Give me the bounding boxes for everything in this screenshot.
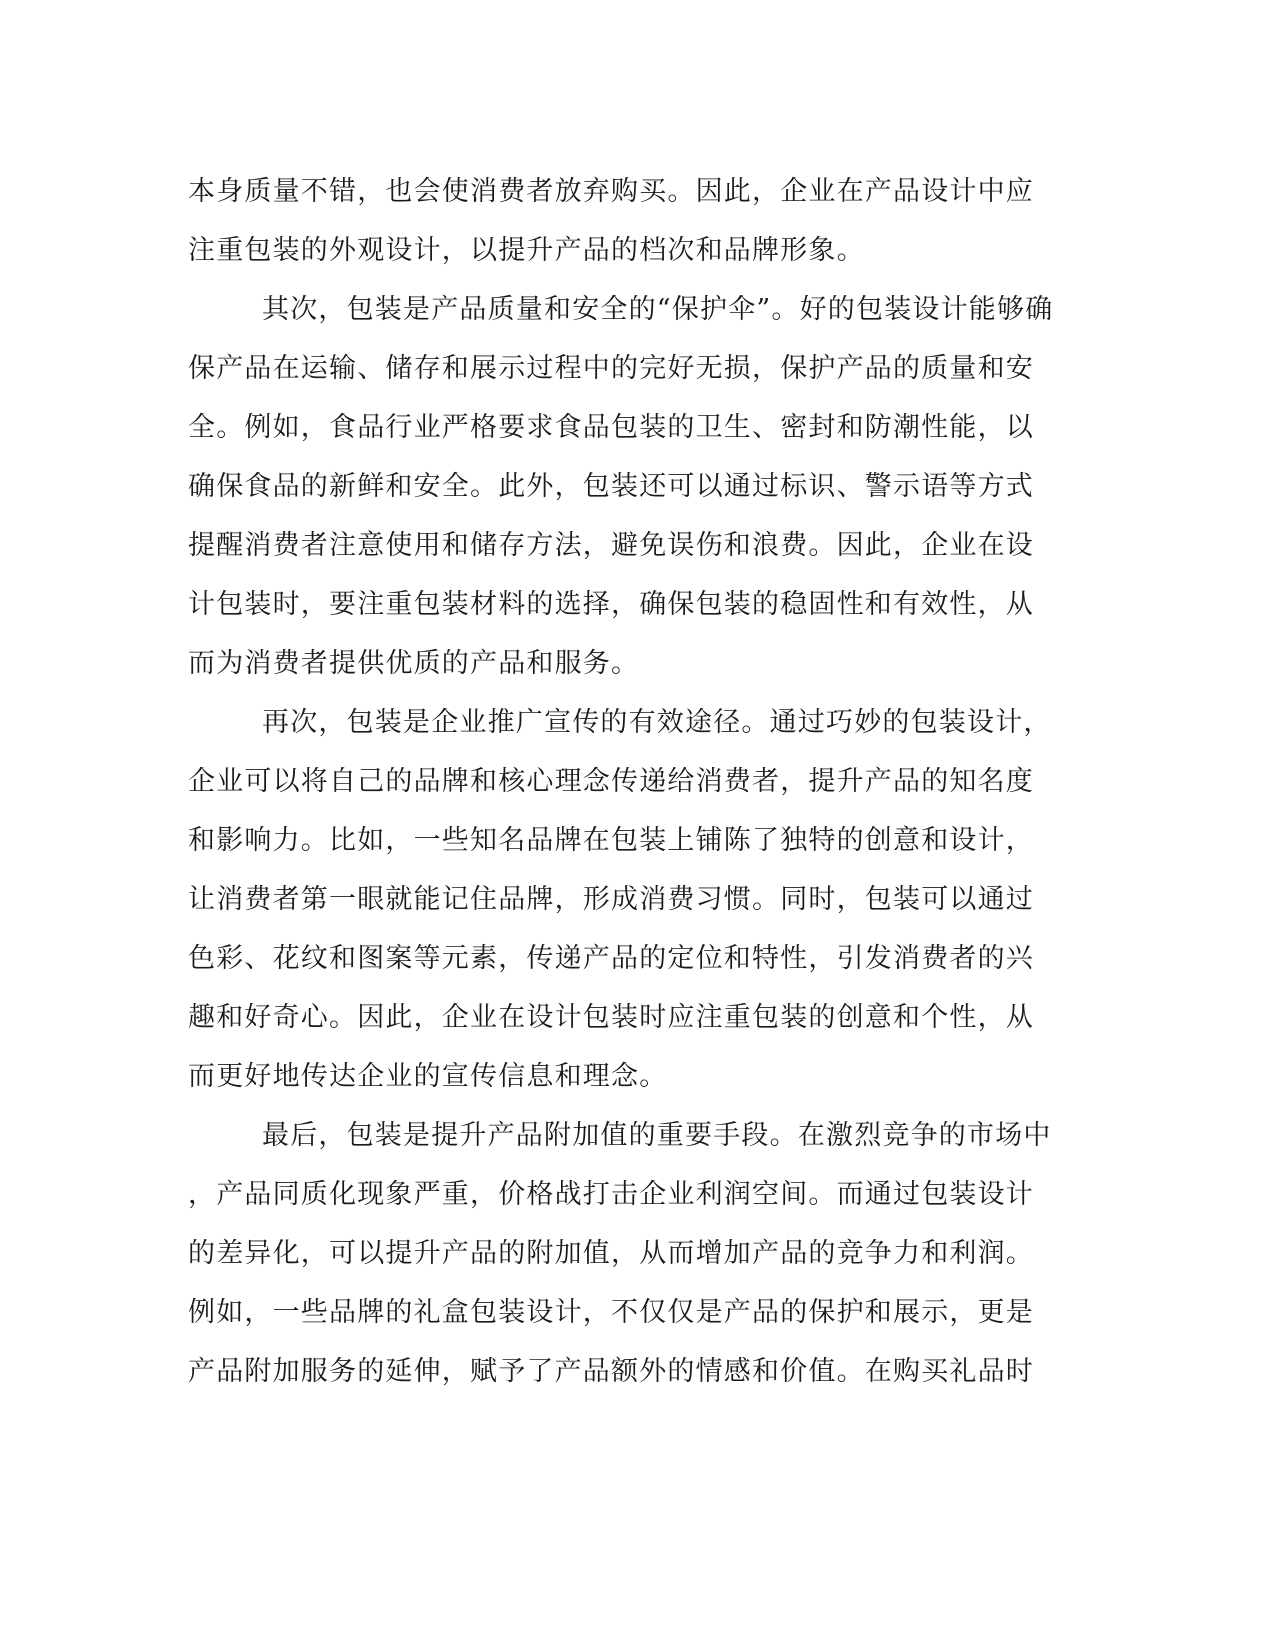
text-line: 保产品在运输、储存和展示过程中的完好无损，保护产品的质量和安 [188, 353, 1034, 384]
paragraph-start-line: 再次，包装是企业推广宣传的有效途径。通过巧妙的包装设计， [262, 707, 1052, 738]
text-line: 计包装时，要注重包装材料的选择，确保包装的稳固性和有效性，从 [188, 589, 1034, 620]
paragraph-start-line: 其次，包装是产品质量和安全的“保护伞”。好的包装设计能够确 [262, 294, 1054, 325]
text-line: ，产品同质化现象严重，价格战打击企业利润空间。而通过包装设计 [188, 1179, 1034, 1210]
text-line: 提醒消费者注意使用和储存方法，避免误伤和浪费。因此，企业在设 [188, 530, 1034, 561]
paragraph-start-line: 最后，包装是提升产品附加值的重要手段。在激烈竞争的市场中 [262, 1120, 1052, 1151]
text-line: 的差异化，可以提升产品的附加值，从而增加产品的竞争力和利润。 [188, 1238, 1034, 1269]
text-line: 和影响力。比如，一些知名品牌在包装上铺陈了独特的创意和设计， [188, 825, 1034, 856]
text-line: 让消费者第一眼就能记住品牌，形成消费习惯。同时，包装可以通过 [188, 884, 1034, 915]
text-line: 全。例如，食品行业严格要求食品包装的卫生、密封和防潮性能，以 [188, 412, 1034, 443]
text-line: 本身质量不错，也会使消费者放弃购买。因此，企业在产品设计中应 [188, 176, 1034, 207]
text-line: 色彩、花纹和图案等元素，传递产品的定位和特性，引发消费者的兴 [188, 943, 1034, 974]
text-line: 例如，一些品牌的礼盒包装设计，不仅仅是产品的保护和展示，更是 [188, 1297, 1034, 1328]
text-line: 趣和好奇心。因此，企业在设计包装时应注重包装的创意和个性，从 [188, 1002, 1034, 1033]
text-line: 企业可以将自己的品牌和核心理念传递给消费者，提升产品的知名度 [188, 766, 1034, 797]
text-line: 而为消费者提供优质的产品和服务。 [188, 648, 640, 679]
text-line: 产品附加服务的延伸，赋予了产品额外的情感和价值。在购买礼品时 [188, 1356, 1034, 1387]
text-line: 注重包装的外观设计，以提升产品的档次和品牌形象。 [188, 235, 865, 266]
text-line: 而更好地传达企业的宣传信息和理念。 [188, 1061, 668, 1092]
body-text [188, 162, 1068, 1401]
text-line: 确保食品的新鲜和安全。此外，包装还可以通过标识、警示语等方式 [188, 471, 1034, 502]
